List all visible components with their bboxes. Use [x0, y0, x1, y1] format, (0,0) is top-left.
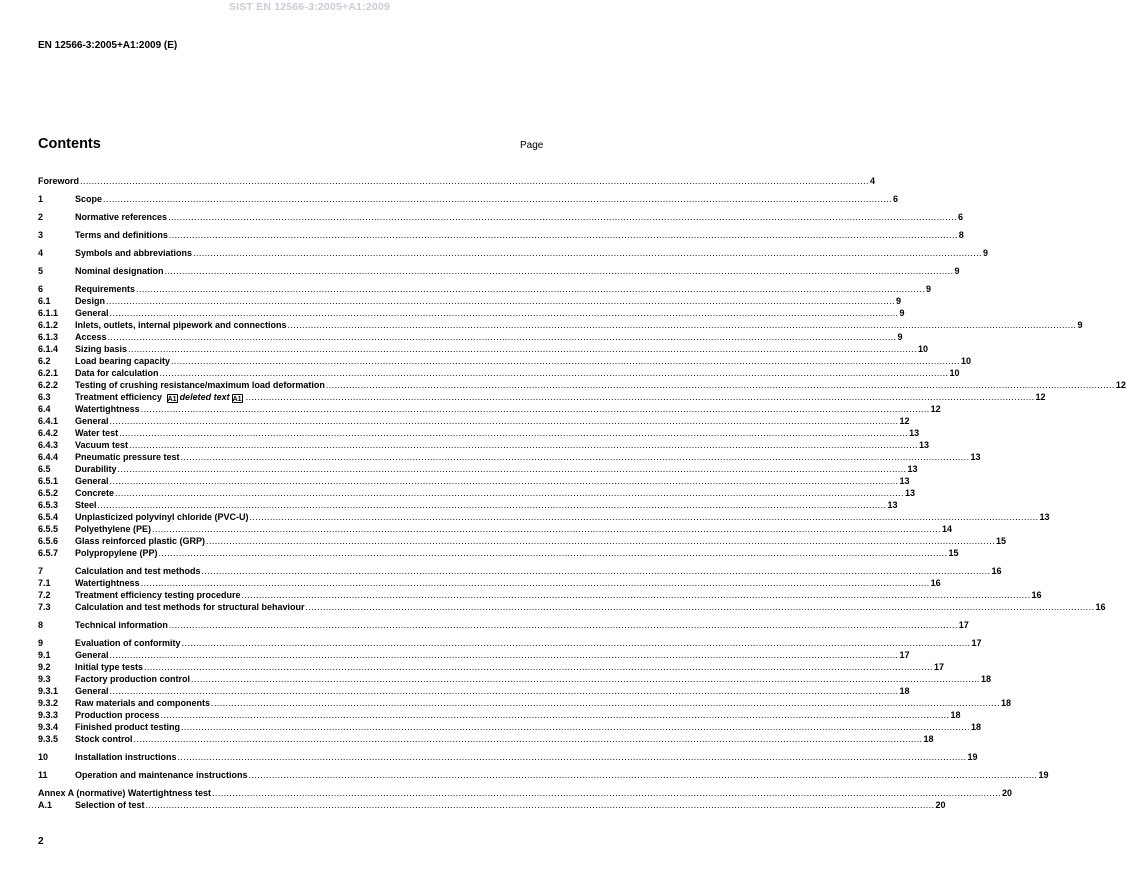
- toc-entry-title: [75, 619, 168, 631]
- dot-leader: [134, 733, 923, 745]
- toc-entry-title: [38, 175, 79, 187]
- toc-entry[interactable]: [38, 769, 1049, 781]
- toc-entry[interactable]: [38, 733, 934, 745]
- toc-entry-number: 6.1: [38, 296, 51, 306]
- toc-entry-title: [75, 475, 109, 487]
- toc-entry-title: [38, 787, 211, 799]
- toc-entry-page: 9: [899, 308, 905, 318]
- toc-entry-title-text: Requirements: [75, 284, 136, 294]
- toc-entry-title-text: Technical information: [75, 620, 168, 630]
- toc-entry-page: 12: [1035, 392, 1046, 402]
- toc-entry-page: 18: [950, 710, 961, 720]
- toc-entry-number: 9.3: [38, 674, 51, 684]
- toc-entry-title: [75, 649, 109, 661]
- toc-entry-page: 12: [899, 416, 910, 426]
- toc-entry-number: 6.4.1: [38, 416, 59, 426]
- toc-entry[interactable]: [38, 697, 1011, 709]
- toc-entry-title: [75, 535, 205, 547]
- toc-entry[interactable]: [38, 319, 1083, 331]
- toc-entry-title: [75, 265, 164, 277]
- toc-entry-title-text: Inlets, outlets, internal pipework and connections: [75, 320, 287, 330]
- contents-heading: Contents: [38, 136, 101, 152]
- toc-entry-title: [75, 379, 325, 391]
- toc-entry-number: 9.3.4: [38, 722, 59, 732]
- toc-entry-number: 4: [38, 248, 44, 258]
- page-column-label: Page: [520, 140, 544, 151]
- toc-entry-title: [75, 439, 128, 451]
- watermark: SIST EN 12566-3:2005+A1:2009: [228, 1, 391, 13]
- toc-entry-title-text: Unplasticized polyvinyl chloride (PVC-U): [75, 512, 249, 522]
- dot-leader: [110, 415, 899, 427]
- toc-entry-title-text: Terms and definitions: [75, 230, 168, 240]
- toc-entry-number: 6.5.7: [38, 548, 59, 558]
- amendment-start-marker-icon: A1: [167, 396, 177, 403]
- toc-entry-number: 6.5.3: [38, 500, 59, 510]
- toc-entry[interactable]: [38, 175, 875, 187]
- toc-entry-title-text: Polyethylene (PE): [75, 524, 152, 534]
- toc-entry[interactable]: [38, 751, 978, 763]
- toc-entry-title: [75, 211, 167, 223]
- toc-entry-page: 10: [917, 344, 928, 354]
- toc-entry-title: [75, 511, 249, 523]
- toc-entry-number: 5: [38, 266, 44, 276]
- toc-entry-title-text: Installation instructions: [75, 752, 177, 762]
- toc-entry-page: 18: [970, 722, 981, 732]
- toc-entry-title: [75, 499, 97, 511]
- toc-entry-number: 2: [38, 212, 44, 222]
- toc-entry-number: 9.3.1: [38, 686, 59, 696]
- toc-entry[interactable]: [38, 601, 1106, 613]
- toc-entry-number: 6.5.4: [38, 512, 59, 522]
- toc-entry-number: 6.4.3: [38, 440, 59, 450]
- toc-entry-title-text: Finished product testing: [75, 722, 180, 732]
- dot-leader: [119, 427, 908, 439]
- toc-entry-number: 8: [38, 620, 44, 630]
- dot-leader: [160, 367, 949, 379]
- dot-leader: [161, 709, 950, 721]
- dot-leader: [206, 535, 995, 547]
- dot-leader: [98, 499, 887, 511]
- dot-leader: [171, 355, 960, 367]
- dot-leader: [250, 511, 1039, 523]
- toc-entry-page: 10: [949, 368, 960, 378]
- dot-leader: [242, 589, 1031, 601]
- toc-entry[interactable]: [38, 709, 961, 721]
- toc-entry-page: 20: [1001, 788, 1012, 798]
- toc-entry-title-text: General: [75, 308, 109, 318]
- toc-entry-page: 17: [933, 662, 944, 672]
- toc-entry-page: 9: [982, 248, 988, 258]
- toc-entry-page: 13: [907, 464, 918, 474]
- toc-entry-title-text: Scope: [75, 194, 103, 204]
- toc-entry-title-text: Factory production control: [75, 674, 191, 684]
- dot-leader: [182, 637, 971, 649]
- dot-leader: [103, 193, 892, 205]
- toc-entry-number: 7.2: [38, 590, 51, 600]
- toc-entry-page: 13: [887, 500, 898, 510]
- dot-leader: [110, 685, 899, 697]
- dot-leader: [110, 475, 899, 487]
- toc-entry[interactable]: [38, 499, 898, 511]
- toc-entry-title: [75, 637, 181, 649]
- toc-entry-number: 9.3.5: [38, 734, 59, 744]
- toc-entry-title: [75, 391, 245, 403]
- toc-entry-number: 7.3: [38, 602, 51, 612]
- toc-entry-page: 16: [991, 566, 1002, 576]
- dot-leader: [141, 403, 930, 415]
- toc-entry-title-text: Initial type tests: [75, 662, 144, 672]
- toc-entry-title-text: Production process: [75, 710, 160, 720]
- dot-leader: [202, 565, 991, 577]
- toc-entry-page: 9: [1077, 320, 1083, 330]
- dot-leader: [165, 265, 954, 277]
- dot-leader: [193, 247, 982, 259]
- toc-entry-title-text: Water test: [75, 428, 119, 438]
- toc-entry-title-text: Selection of test: [75, 800, 145, 810]
- dot-leader: [181, 721, 970, 733]
- toc-entry-page: 18: [923, 734, 934, 744]
- toc-entry-page: 19: [1038, 770, 1049, 780]
- toc-entry-number: 6: [38, 284, 44, 294]
- toc-entry-title-text: Nominal designation: [75, 266, 164, 276]
- toc-entry-number: 7.1: [38, 578, 51, 588]
- toc-entry[interactable]: [38, 247, 988, 259]
- dot-leader: [129, 439, 918, 451]
- toc-entry[interactable]: [38, 307, 905, 319]
- toc-entry-number: 6.3: [38, 392, 51, 402]
- toc-entry-title: [75, 427, 118, 439]
- toc-entry-page: 9: [897, 332, 903, 342]
- toc-entry[interactable]: [38, 343, 928, 355]
- amendment-end-marker-icon: A1: [232, 396, 242, 403]
- dot-leader: [168, 211, 957, 223]
- toc-entry[interactable]: [38, 331, 903, 343]
- toc-entry[interactable]: [38, 577, 941, 589]
- toc-entry-page: 13: [904, 488, 915, 498]
- toc-entry-title-text: General: [75, 416, 109, 426]
- toc-entry-title-text: Watertightness: [75, 404, 140, 414]
- toc-entry[interactable]: [38, 487, 915, 499]
- toc-entry-page: 13: [970, 452, 981, 462]
- toc-entry-number: 6.5.5: [38, 524, 59, 534]
- toc-entry-number: 9.3.3: [38, 710, 59, 720]
- toc-entry-title: [75, 193, 102, 205]
- toc-entry[interactable]: [38, 589, 1042, 601]
- toc-entry-page: 9: [954, 266, 960, 276]
- toc-entry-title: [75, 415, 109, 427]
- toc-entry-title-text: Access: [75, 332, 107, 342]
- toc-entry-title-text: Glass reinforced plastic (GRP): [75, 536, 206, 546]
- toc-entry-title: [75, 295, 105, 307]
- toc-entry-title: [75, 769, 248, 781]
- toc-entry-title-text: Sizing basis: [75, 344, 128, 354]
- toc-entry-number: 9.1: [38, 650, 51, 660]
- dot-leader: [144, 661, 933, 673]
- dot-leader: [288, 319, 1077, 331]
- toc-entry-page: 17: [899, 650, 910, 660]
- toc-entry-page: 8: [958, 230, 964, 240]
- toc-entry-title-text: Symbols and abbreviations: [75, 248, 193, 258]
- toc-entry-number: 6.1.1: [38, 308, 59, 318]
- toc-entry-number: 9: [38, 638, 44, 648]
- toc-entry-title-text: Annex A (normative) Watertightness test: [38, 788, 212, 798]
- toc-entry-page: 18: [899, 686, 910, 696]
- toc-entry-number: 6.5.6: [38, 536, 59, 546]
- dot-leader: [110, 307, 899, 319]
- toc-entry-number: 6.1.4: [38, 344, 59, 354]
- toc-entry-page: 20: [935, 800, 946, 810]
- deleted-text-note: deleted text: [179, 392, 230, 402]
- toc-entry-page: 16: [1031, 590, 1042, 600]
- toc-entry-title: [75, 799, 145, 811]
- toc-entry-title: [75, 577, 140, 589]
- toc-entry-page: 13: [909, 428, 920, 438]
- toc-entry-number: 11: [38, 770, 48, 780]
- toc-entry[interactable]: [38, 427, 920, 439]
- toc-entry[interactable]: [38, 547, 959, 559]
- dot-leader: [128, 343, 917, 355]
- toc-entry[interactable]: [38, 295, 901, 307]
- toc-entry-title-text: Treatment efficiency: [75, 392, 163, 402]
- toc-entry-number: 10: [38, 752, 49, 762]
- toc-entry[interactable]: [38, 565, 1002, 577]
- toc-entry-number: 1: [38, 194, 44, 204]
- toc-entry-title-text: Raw materials and components: [75, 698, 211, 708]
- toc-entry-title: [75, 523, 151, 535]
- toc-entry[interactable]: [38, 535, 1006, 547]
- dot-leader: [211, 697, 1000, 709]
- toc-entry-title: [75, 367, 159, 379]
- toc-entry-number: 6.4.2: [38, 428, 59, 438]
- toc-entry-title-text: Pneumatic pressure test: [75, 452, 180, 462]
- toc-entry-page: 16: [1095, 602, 1106, 612]
- toc-entry-title-text: Treatment efficiency testing procedure: [75, 590, 241, 600]
- dot-leader: [159, 547, 948, 559]
- toc-entry-title: [75, 601, 305, 613]
- toc-entry-page: 19: [967, 752, 978, 762]
- toc-entry-page: 13: [918, 440, 929, 450]
- dot-leader: [191, 673, 980, 685]
- toc-entry-title: [75, 751, 177, 763]
- toc-entry[interactable]: [38, 355, 971, 367]
- toc-entry[interactable]: [38, 475, 910, 487]
- toc-entry-title: [75, 403, 140, 415]
- toc-entry-title: [75, 463, 117, 475]
- toc-entry-title-text: Calculation and test methods: [75, 566, 201, 576]
- toc-entry[interactable]: [38, 265, 960, 277]
- toc-entry[interactable]: [38, 799, 946, 811]
- toc-entry-title: [75, 451, 180, 463]
- toc-entry[interactable]: [38, 403, 941, 415]
- toc-entry[interactable]: [38, 193, 898, 205]
- toc-entry[interactable]: [38, 787, 1012, 799]
- dot-leader: [141, 577, 930, 589]
- toc-entry-number: 6.1.3: [38, 332, 59, 342]
- toc-entry-title-text: Calculation and test methods for structural behaviour: [75, 602, 305, 612]
- toc-entry-number: A.1: [38, 800, 53, 810]
- dot-leader: [169, 229, 958, 241]
- toc-entry-page: 13: [1039, 512, 1050, 522]
- toc-entry-page: 10: [960, 356, 971, 366]
- toc-entry-number: 6.2.2: [38, 380, 59, 390]
- dot-leader: [249, 769, 1038, 781]
- page-number: 2: [38, 836, 44, 847]
- dot-leader: [181, 451, 970, 463]
- dot-leader: [306, 601, 1095, 613]
- toc-entry[interactable]: [38, 619, 969, 631]
- toc-entry-number: 6.1.2: [38, 320, 59, 330]
- toc-entry-title: [75, 697, 210, 709]
- toc-entry-number: 6.2.1: [38, 368, 59, 378]
- toc-entry-title: [75, 487, 114, 499]
- toc-entry-title: [75, 283, 135, 295]
- toc-entry-page: 9: [925, 284, 931, 294]
- toc-entry-page: 12: [930, 404, 941, 414]
- toc-entry-title-text: Load bearing capacity: [75, 356, 171, 366]
- toc-entry-number: 3: [38, 230, 44, 240]
- toc-entry-title-text: Testing of crushing resistance/maximum load deformation: [75, 380, 325, 390]
- dot-leader: [152, 523, 941, 535]
- toc-entry-number: 6.5: [38, 464, 51, 474]
- toc-entry-page: 6: [958, 212, 964, 222]
- toc-entry-number: 6.5.1: [38, 476, 59, 486]
- dot-leader: [169, 619, 958, 631]
- dot-leader: [326, 379, 1115, 391]
- toc-entry-title: [75, 229, 168, 241]
- toc-entry[interactable]: [38, 283, 931, 295]
- toc-entry-page: 17: [971, 638, 982, 648]
- toc-entry-title-text: Evaluation of conformity: [75, 638, 181, 648]
- toc-entry-page: 17: [958, 620, 969, 630]
- toc-entry-page: 13: [899, 476, 910, 486]
- toc-entry-title-text: General: [75, 650, 109, 660]
- toc-entry-title-text: Data for calculation: [75, 368, 159, 378]
- toc-entry-title: [75, 709, 160, 721]
- toc-entry-page: 18: [1000, 698, 1011, 708]
- toc-entry-title: [75, 721, 180, 733]
- toc-entry[interactable]: [38, 523, 952, 535]
- toc-entry-number: 6.5.2: [38, 488, 59, 498]
- toc-entry-title-text: Durability: [75, 464, 117, 474]
- toc-entry-title-text: Design: [75, 296, 106, 306]
- document-identifier: EN 12566-3:2005+A1:2009 (E): [38, 40, 178, 51]
- toc-entry[interactable]: [38, 661, 944, 673]
- dot-leader: [212, 787, 1001, 799]
- toc-entry-page: 16: [930, 578, 941, 588]
- toc-entry[interactable]: [38, 439, 929, 451]
- toc-entry-title: [75, 331, 107, 343]
- toc-entry-title: [75, 661, 143, 673]
- toc-entry-title: [75, 733, 133, 745]
- dot-leader: [110, 649, 899, 661]
- toc-entry-page: 4: [869, 176, 875, 186]
- toc-entry-title: [75, 343, 127, 355]
- toc-entry[interactable]: [38, 637, 982, 649]
- dot-leader: [118, 463, 907, 475]
- toc-entry-title-text: Vacuum test: [75, 440, 129, 450]
- toc-entry[interactable]: [38, 211, 964, 223]
- toc-entry[interactable]: [38, 673, 991, 685]
- dot-leader: [108, 331, 897, 343]
- dot-leader: [106, 295, 895, 307]
- toc-entry-title-text: Watertightness: [75, 578, 140, 588]
- toc-entry[interactable]: [38, 391, 1046, 403]
- toc-entry-page: 18: [980, 674, 991, 684]
- toc-entry-title: [75, 673, 190, 685]
- toc-entry-title-text: General: [75, 686, 109, 696]
- dot-leader: [136, 283, 925, 295]
- toc-entry-title: [75, 565, 201, 577]
- toc-entry-number: 6.2: [38, 356, 51, 366]
- toc-entry-title-text: Steel: [75, 500, 97, 510]
- toc-entry-page: 9: [895, 296, 901, 306]
- toc-entry-title-text: Stock control: [75, 734, 133, 744]
- toc-entry-title: [75, 589, 241, 601]
- toc-entry-title: [75, 319, 287, 331]
- toc-entry-page: 12: [1115, 380, 1126, 390]
- toc-entry-number: 9.3.2: [38, 698, 59, 708]
- toc-entry[interactable]: [38, 229, 964, 241]
- toc-entry-title: [75, 355, 170, 367]
- toc-entry-title-text: General: [75, 476, 109, 486]
- dot-leader: [80, 175, 869, 187]
- toc-entry-title: [75, 547, 158, 559]
- toc-entry[interactable]: [38, 415, 910, 427]
- toc-entry-page: 15: [995, 536, 1006, 546]
- table-of-contents: [38, 175, 1126, 811]
- toc-entry[interactable]: [38, 367, 960, 379]
- toc-entry-page: 6: [892, 194, 898, 204]
- dot-leader: [246, 391, 1035, 403]
- toc-entry[interactable]: [38, 379, 1126, 391]
- toc-entry[interactable]: [38, 685, 910, 697]
- toc-entry-number: 7: [38, 566, 44, 576]
- dot-leader: [115, 487, 904, 499]
- toc-entry-number: 6.4.4: [38, 452, 59, 462]
- toc-entry[interactable]: [38, 463, 918, 475]
- toc-entry[interactable]: [38, 721, 981, 733]
- toc-entry-title-text: Concrete: [75, 488, 115, 498]
- toc-entry-title-text: Normative references: [75, 212, 168, 222]
- toc-entry[interactable]: [38, 649, 910, 661]
- dot-leader: [178, 751, 967, 763]
- toc-entry-title-text: Operation and maintenance instructions: [75, 770, 248, 780]
- toc-entry-title-text: Polypropylene (PP): [75, 548, 158, 558]
- dot-leader: [146, 799, 935, 811]
- toc-entry-number: 9.2: [38, 662, 51, 672]
- toc-entry-title: [75, 685, 109, 697]
- toc-entry-title-text: Foreword: [38, 176, 80, 186]
- toc-entry[interactable]: [38, 511, 1050, 523]
- toc-entry-number: 6.4: [38, 404, 51, 414]
- toc-entry-title: [75, 247, 192, 259]
- toc-entry[interactable]: [38, 451, 981, 463]
- toc-entry-page: 15: [948, 548, 959, 558]
- toc-entry-title: [75, 307, 109, 319]
- toc-entry-page: 14: [941, 524, 952, 534]
